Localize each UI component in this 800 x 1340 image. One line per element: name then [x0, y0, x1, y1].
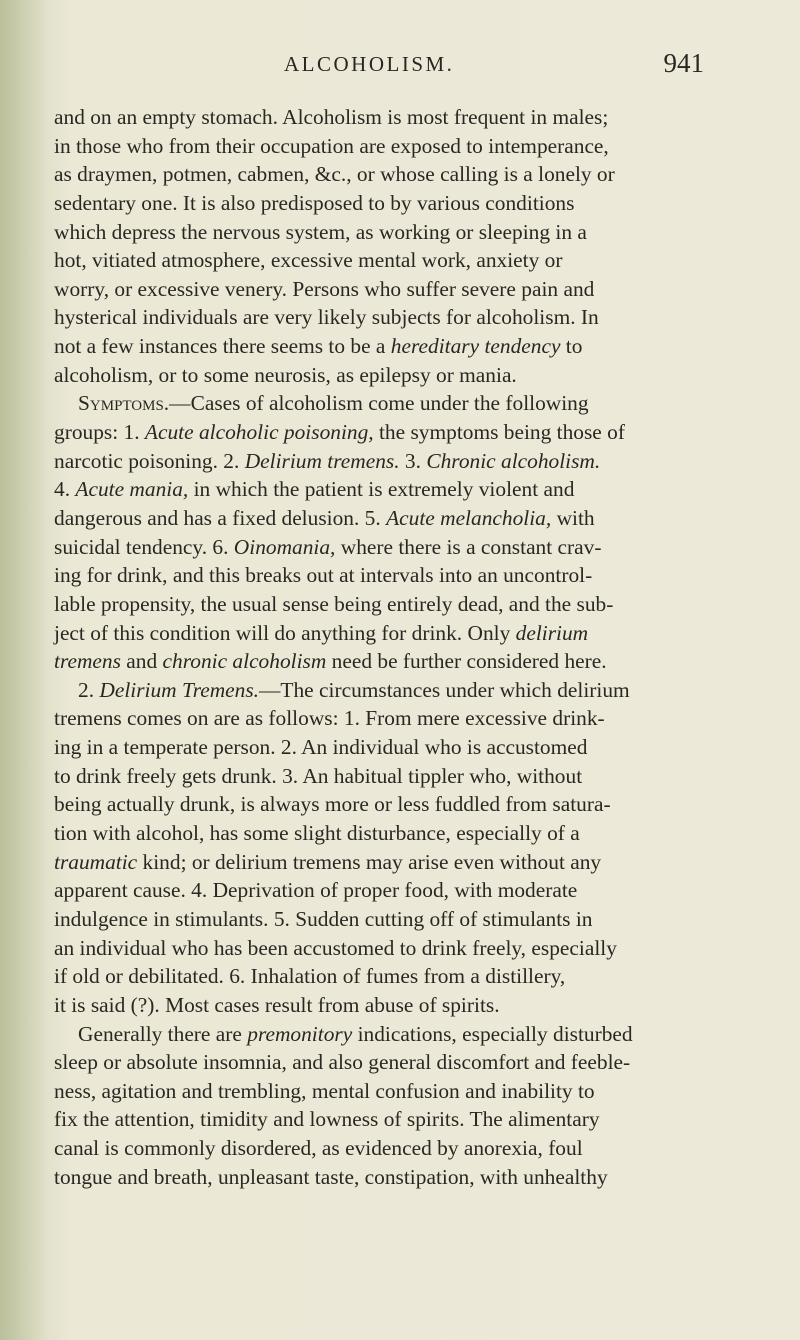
text-segment: ing for drink, and this breaks out at intervals into an uncontrol-: [54, 563, 593, 588]
text-line: [54, 762, 754, 791]
text-segment: it is said (?). Most cases result from abuse of spirits.: [54, 992, 500, 1017]
text-segment: apparent cause. 4. Deprivation of proper food, with moderate: [54, 878, 578, 903]
text-segment: to: [560, 334, 583, 359]
text-segment: lable propensity, the usual sense being entirely dead, and the sub-: [54, 591, 614, 616]
text-line: [54, 647, 754, 676]
text-line: [54, 1048, 754, 1077]
text-line: [54, 332, 754, 361]
text-segment: groups: 1.: [54, 420, 145, 445]
text-segment: and on an empty stomach. Alcoholism is most frequent in males;: [54, 105, 609, 129]
italic-text: Delirium tremens.: [244, 448, 400, 473]
text-segment: dangerous and has a fixed delusion. 5.: [54, 505, 387, 530]
italic-text: delirium: [515, 620, 589, 645]
text-line: [54, 1134, 754, 1163]
italic-text: Oinomania,: [233, 534, 336, 559]
text-segment: 4.: [54, 477, 76, 502]
page-header: [54, 48, 754, 82]
text-segment: canal is commonly disordered, as evidenced by anorexia, foul: [54, 1136, 583, 1161]
text-segment: indications, especially disturbed: [352, 1021, 633, 1046]
text-line: [54, 590, 754, 619]
text-segment: worry, or excessive venery. Persons who suffer severe pain and: [54, 276, 595, 301]
text-segment: need be further considered here.: [326, 649, 607, 674]
text-line: [54, 1020, 754, 1049]
text-segment: ing in a temperate person. 2. An individual who is accustomed: [54, 735, 588, 760]
text-line: [54, 361, 754, 390]
text-line: [54, 676, 754, 705]
text-segment: —Cases of alcoholism come under the following: [169, 391, 589, 416]
text-segment: —The circumstances under which delirium: [259, 677, 630, 702]
text-line: [54, 704, 754, 733]
text-line: [54, 160, 754, 189]
text-segment: hysterical individuals are very likely subjects for alcoholism. In: [54, 305, 599, 330]
text-segment: suicidal tendency. 6.: [54, 534, 234, 559]
page-gutter-shadow: [0, 0, 48, 1340]
text-line: [54, 103, 754, 132]
text-segment: in which the patient is extremely violent and: [188, 477, 575, 502]
text-line: [54, 418, 754, 447]
text-line: [54, 189, 754, 218]
text-segment: sedentary one. It is also predisposed to by various conditions: [54, 190, 575, 215]
text-segment: which depress the nervous system, as working or sleeping in a: [54, 219, 587, 244]
italic-text: tremens: [54, 649, 121, 674]
italic-text: Acute melancholia,: [386, 505, 552, 530]
text-line: [54, 934, 754, 963]
text-segment: not a few instances there seems to be a: [54, 334, 391, 359]
text-segment: tion with alcohol, has some slight disturbance, especially of a: [54, 821, 580, 846]
text-segment: indulgence in stimulants. 5. Sudden cutting off of stimulants in: [54, 906, 593, 931]
text-line: [54, 447, 754, 476]
text-segment: being actually drunk, is always more or less fuddled from satura-: [54, 792, 611, 817]
text-segment: narcotic poisoning. 2.: [54, 448, 245, 473]
text-line: [54, 991, 754, 1020]
text-line: [54, 246, 754, 275]
text-segment: 3.: [399, 448, 427, 473]
text-segment: tremens comes on are as follows: 1. From mere excessive drink-: [54, 706, 605, 731]
text-segment: ject of this condition will do anything for drink. Only: [54, 620, 516, 645]
text-line: [54, 561, 754, 590]
text-line: [54, 876, 754, 905]
text-segment: fix the attention, timidity and lowness of spirits. The alimentary: [54, 1107, 600, 1132]
text-segment: 2.: [78, 677, 100, 702]
text-segment: Generally there are: [78, 1021, 248, 1046]
text-segment: and: [120, 649, 163, 674]
text-segment: if old or debilitated. 6. Inhalation of fumes from a distillery,: [54, 964, 566, 989]
text-line: [54, 1163, 754, 1192]
text-line: [54, 619, 754, 648]
text-line: [54, 533, 754, 562]
page-number: 941: [663, 48, 704, 78]
text-segment: with: [551, 505, 595, 530]
text-segment: tongue and breath, unpleasant taste, constipation, with unhealthy: [54, 1164, 608, 1189]
text-segment: an individual who has been accustomed to drink freely, especially: [54, 935, 617, 960]
text-line: [54, 962, 754, 991]
text-segment: as draymen, potmen, cabmen, &c., or whose calling is a lonely or: [54, 162, 615, 187]
italic-text: hereditary tendency: [390, 334, 561, 359]
text-line: [54, 132, 754, 161]
text-segment: to drink freely gets drunk. 3. An habitual tippler who, without: [54, 763, 583, 788]
text-segment: alcoholism, or to some neurosis, as epilepsy or mania.: [54, 362, 517, 387]
text-segment: sleep or absolute insomnia, and also general discomfort and feeble-: [54, 1050, 631, 1075]
body-text: [54, 103, 754, 1191]
text-line: [54, 790, 754, 819]
italic-text: Acute alcoholic poisoning,: [144, 420, 374, 445]
italic-text: premonitory: [247, 1021, 353, 1046]
text-line: [54, 905, 754, 934]
text-line: [54, 1105, 754, 1134]
text-line: [54, 733, 754, 762]
italic-text: Delirium Tremens.: [99, 677, 260, 702]
text-line: [54, 819, 754, 848]
section-heading: Symptoms.: [78, 391, 170, 416]
text-line: [54, 504, 754, 533]
text-segment: hot, vitiated atmosphere, excessive mental work, anxiety or: [54, 248, 563, 273]
text-line: [54, 475, 754, 504]
text-line: [54, 275, 754, 304]
text-line: [54, 218, 754, 247]
text-segment: the symptoms being those of: [373, 420, 625, 445]
text-line: [54, 303, 754, 332]
text-line: [54, 389, 754, 418]
italic-text: Chronic alcoholism.: [426, 448, 601, 473]
italic-text: Acute mania,: [75, 477, 189, 502]
text-segment: ness, agitation and trembling, mental confusion and inability to: [54, 1078, 595, 1103]
italic-text: chronic alcoholism: [162, 649, 327, 674]
text-segment: where there is a constant crav-: [335, 534, 602, 559]
running-head: ALCOHOLISM.: [284, 52, 455, 76]
text-segment: kind; or delirium tremens may arise even without any: [137, 849, 602, 874]
text-segment: in those who from their occupation are exposed to intemperance,: [54, 133, 609, 158]
text-line: [54, 848, 754, 877]
text-line: [54, 1077, 754, 1106]
italic-text: traumatic: [54, 849, 138, 874]
